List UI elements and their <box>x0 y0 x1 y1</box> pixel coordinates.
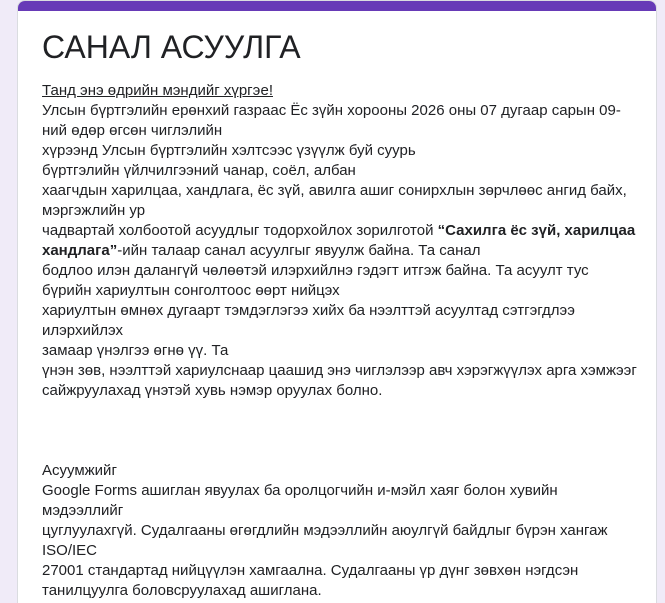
card-accent-bar <box>18 1 656 11</box>
privacy-line: цуглуулахгүй. Судалгааны өгөгдлийн мэдээллийн аюулгүй байдлыг бүрэн хангаж ISO/IEC <box>42 522 608 559</box>
description-text: -ийн талаар санал асуулгыг явуулж байна. Та санал <box>117 242 481 259</box>
privacy-line: 27001 стандартад нийцүүлэн хамгаална. Судалгааны үр дүнг зөвхөн нэгдсэн танилцуулга боловсруулахад ашиглана. <box>42 562 579 599</box>
description-line-with-emphasis <box>42 221 638 261</box>
form-description <box>42 81 638 601</box>
description-line: хариултын өмнөх дугаарт тэмдэглэгээ хийх ба нээлттэй асуултад сэтгэгдлээ илэрхийлэх <box>42 302 575 339</box>
description-line: хаагчдын харилцаа, хандлага, ёс зүй, авилга ашиг сонирхлын зөрчлөөс ангид байх, мэргэжлийн ур <box>42 182 627 219</box>
survey-topic-emphasis: “Сахилга ёс зүй, харилцаа хандлага” <box>42 222 636 259</box>
privacy-heading: Асуумжийг <box>42 462 117 479</box>
description-line: үнэн зөв, нээлттэй хариулснаар цаашид энэ чиглэлээр авч хэрэгжүүлэх арга хэмжээг сайжруулахад үнэтэй хувь нэмэр оруулах болно. <box>42 362 637 399</box>
description-line: хүрээнд Улсын бүртгэлийн хэлтсээс үзүүлж буй суурь <box>42 142 416 159</box>
form-header-card <box>17 0 657 603</box>
description-line: Улсын бүртгэлийн ерөнхий газраас Ёс зүйн хорооны 2026 оны 07 дугаар сарын 09-ний өдөр өгсөн чиглэлийн <box>42 102 621 139</box>
greeting-text: Танд энэ өдрийн мэндийг хүргэе! <box>42 82 273 99</box>
form-title: САНАЛ АСУУЛГА <box>42 29 301 65</box>
form-header-content <box>42 27 638 601</box>
privacy-line: Google Forms ашиглан явуулах ба оролцогчийн и-мэйл хаяг болон хувийн мэдээллийг <box>42 482 558 519</box>
description-line: замаар үнэлгээ өгнө үү. Та <box>42 342 229 359</box>
description-line: бүртгэлийн үйлчилгээний чанар, соёл, албан <box>42 162 356 179</box>
description-line: бодлоо илэн далангүй чөлөөтэй илэрхийлнэ гэдэгт итгэж байна. Та асуулт тус бүрийн хариултын сонголтоос өөрт нийцэх <box>42 262 589 299</box>
description-text: чадвартай холбоотой асуудлыг тодорхойлох зорилготой <box>42 222 438 239</box>
paragraph-gap <box>42 401 638 461</box>
